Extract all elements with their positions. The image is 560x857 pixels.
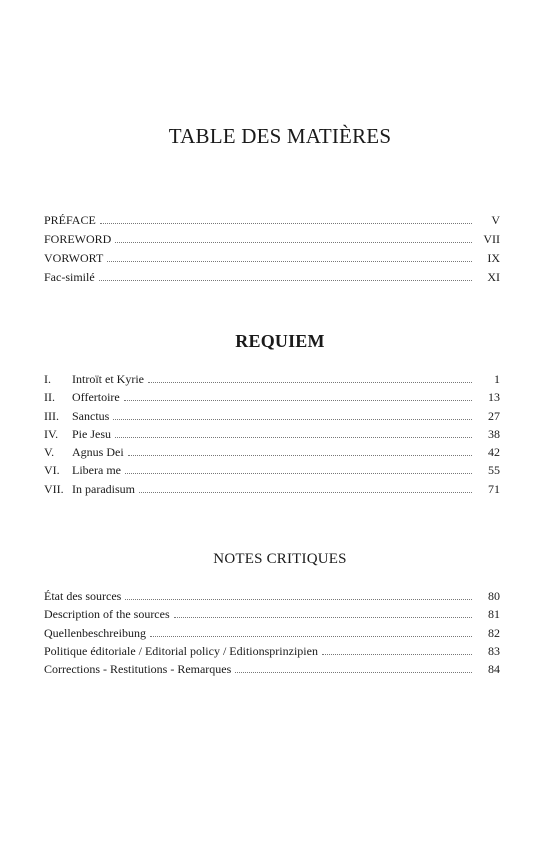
dot-leader — [115, 242, 472, 243]
dot-leader — [174, 617, 472, 618]
toc-entry-page: 42 — [488, 445, 500, 460]
toc-entry-label: Libera me — [72, 463, 121, 478]
dot-leader — [139, 492, 472, 493]
notes-list — [44, 587, 500, 678]
toc-entry-quellenbeschreibung[interactable] — [44, 624, 500, 642]
movement-number: II. — [44, 390, 55, 405]
dot-leader — [125, 599, 472, 600]
toc-entry-pie-jesu[interactable] — [44, 425, 500, 443]
toc-entry-label: VORWORT — [44, 251, 104, 265]
page-title: TABLE DES MATIÈRES — [168, 124, 392, 148]
dot-leader — [148, 382, 472, 383]
toc-entry-page: 38 — [488, 426, 500, 441]
dot-leader — [100, 223, 472, 224]
toc-entry-page: IX — [487, 251, 500, 265]
front-matter-list — [44, 211, 500, 287]
dot-leader — [128, 455, 472, 456]
requiem-list — [44, 370, 500, 498]
toc-entry-label: Pie Jesu — [72, 426, 111, 441]
movement-number: VI. — [44, 463, 60, 478]
toc-entry-page: 13 — [488, 390, 500, 405]
toc-entry-page: V — [491, 213, 500, 227]
dot-leader — [124, 400, 472, 401]
toc-entry-page: 80 — [488, 589, 500, 603]
toc-entry-vorwort[interactable] — [44, 249, 500, 268]
toc-entry-page: 71 — [488, 481, 500, 496]
toc-entry-foreword[interactable] — [44, 230, 500, 249]
toc-entry-label: Fac-similé — [44, 270, 95, 284]
toc-entry-page: XI — [487, 270, 500, 284]
dot-leader — [107, 261, 472, 262]
dot-leader — [99, 280, 472, 281]
dot-leader — [113, 419, 472, 420]
toc-entry-sanctus[interactable] — [44, 407, 500, 425]
movement-number: VII. — [44, 481, 64, 496]
toc-entry-page: 81 — [488, 607, 500, 622]
toc-entry-etat-des-sources[interactable] — [44, 587, 500, 605]
dot-leader — [322, 654, 472, 655]
toc-entry-page: VII — [483, 232, 500, 246]
toc-entry-label: Description of the sources — [44, 607, 170, 622]
movement-number: I. — [44, 372, 51, 386]
dot-leader — [125, 473, 472, 474]
toc-entry-page: 82 — [488, 625, 500, 640]
toc-entry-corrections[interactable] — [44, 660, 500, 678]
toc-entry-page: 55 — [488, 463, 500, 478]
toc-entry-label: In paradisum — [72, 481, 135, 496]
toc-entry-label: Quellenbeschreibung — [44, 625, 146, 640]
toc-entry-label: FOREWORD — [44, 232, 112, 246]
toc-entry-label: Introït et Kyrie — [72, 372, 144, 386]
toc-entry-label: Politique éditoriale / Editorial policy / Editionsprinzipien — [44, 643, 318, 658]
section-title-notes: NOTES CRITIQUES — [213, 551, 347, 567]
toc-entry-fac-simile[interactable] — [44, 268, 500, 287]
section-title-requiem: REQUIEM — [235, 331, 325, 351]
toc-entry-page: 27 — [488, 408, 500, 423]
movement-number: V. — [44, 445, 55, 460]
toc-entry-label: État des sources — [44, 589, 122, 603]
toc-entry-description-sources[interactable] — [44, 605, 500, 623]
dot-leader — [150, 636, 472, 637]
toc-entry-label: Sanctus — [72, 408, 110, 423]
movement-number: III. — [44, 408, 59, 423]
toc-entry-libera-me[interactable] — [44, 461, 500, 479]
toc-entry-in-paradisum[interactable] — [44, 480, 500, 498]
dot-leader — [115, 437, 472, 438]
toc-entry-preface[interactable] — [44, 211, 500, 230]
toc-entry-page: 84 — [488, 662, 500, 677]
toc-entry-label: PRÉFACE — [44, 213, 96, 227]
toc-entry-label: Offertoire — [72, 390, 120, 405]
toc-entry-offertoire[interactable] — [44, 388, 500, 406]
dot-leader — [235, 672, 472, 673]
toc-entry-agnus-dei[interactable] — [44, 443, 500, 461]
toc-entry-politique-editoriale[interactable] — [44, 642, 500, 660]
toc-entry-label: Corrections - Restitutions - Remarques — [44, 662, 232, 677]
movement-number: IV. — [44, 426, 59, 441]
toc-entry-introit-kyrie[interactable] — [44, 370, 500, 388]
toc-entry-page: 83 — [488, 643, 500, 658]
toc-entry-page: 1 — [494, 372, 500, 386]
toc-entry-label: Agnus Dei — [72, 445, 124, 460]
